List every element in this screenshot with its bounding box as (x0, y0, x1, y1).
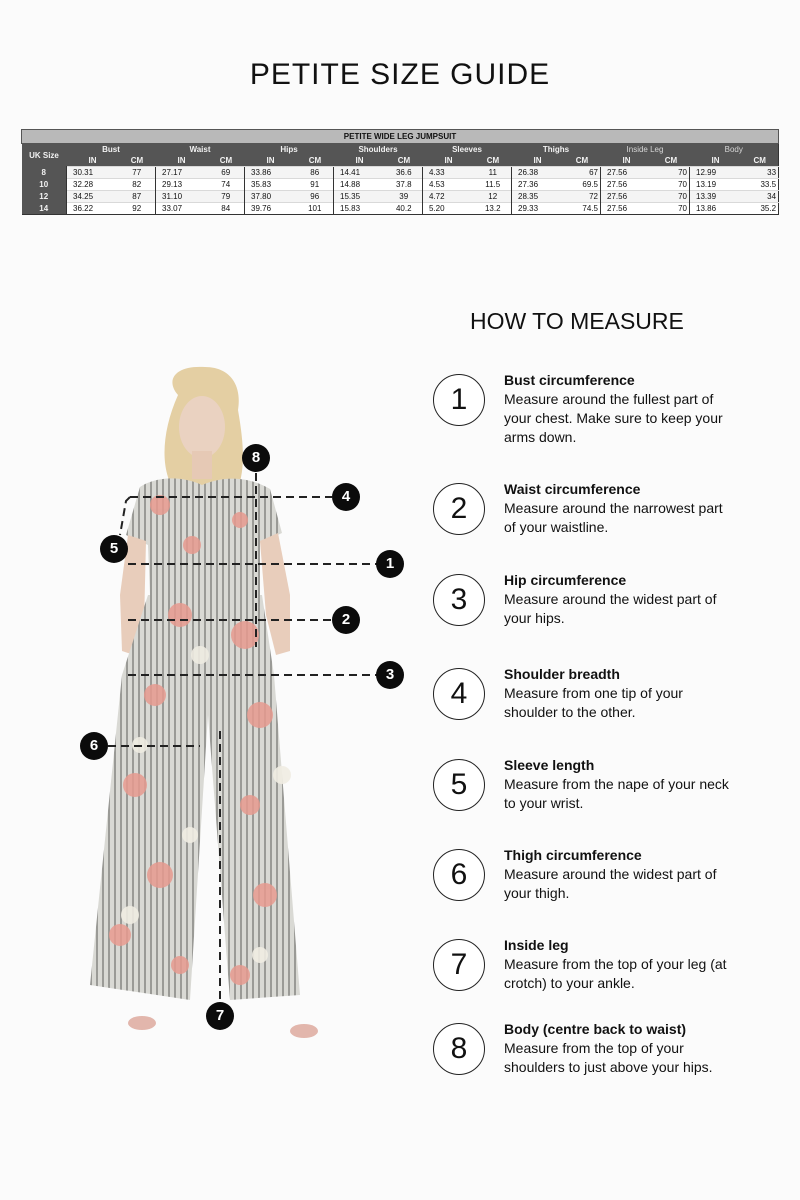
step-number: 5 (433, 759, 485, 811)
table-cell: 39.76 (245, 203, 297, 215)
unit-cm-header: CM (475, 155, 512, 167)
measure-step (433, 372, 793, 452)
table-cell: 14.41 (334, 167, 386, 179)
table-cell: 87 (119, 191, 156, 203)
table-cell: 72 (564, 191, 601, 203)
step-description: Measure around the widest part of your thigh. (504, 866, 717, 901)
column-group-hips: Hips (245, 144, 334, 156)
table-cell: 91 (297, 179, 334, 191)
table-cell: 35.2 (742, 203, 779, 215)
table-cell: 12 (475, 191, 512, 203)
marker-7: 7 (206, 1002, 234, 1030)
step-title: Hip circumference (504, 572, 627, 588)
table-cell: 67 (564, 167, 601, 179)
table-cell: 13.2 (475, 203, 512, 215)
unit-in-header: IN (334, 155, 386, 167)
table-cell: 31.10 (156, 191, 208, 203)
step-description: Measure from the top of your shoulders to just above your hips. (504, 1040, 713, 1075)
table-cell: 39 (386, 191, 423, 203)
table-cell: 36.6 (386, 167, 423, 179)
table-cell: 13.86 (690, 203, 742, 215)
unit-cm-header: CM (742, 155, 779, 167)
table-cell: 5.20 (423, 203, 475, 215)
table-cell: 29.13 (156, 179, 208, 191)
step-title: Thigh circumference (504, 847, 642, 863)
column-group-bust: Bust (67, 144, 156, 156)
table-cell: 70 (653, 167, 690, 179)
table-cell: 26.38 (512, 167, 564, 179)
table-cell: 30.31 (67, 167, 119, 179)
table-cell: 37.80 (245, 191, 297, 203)
table-row (22, 167, 779, 179)
column-group-thighs: Thighs (512, 144, 601, 156)
column-group-shoulders: Shoulders (334, 144, 423, 156)
table-cell: 28.35 (512, 191, 564, 203)
step-title: Waist circumference (504, 481, 641, 497)
measure-step (433, 666, 793, 746)
unit-cm-header: CM (386, 155, 423, 167)
step-description: Measure around the narrowest part of your waistline. (504, 500, 723, 535)
model-figure (60, 355, 420, 1055)
table-cell: 29.33 (512, 203, 564, 215)
step-description: Measure around the fullest part of your chest. Make sure to keep your arms down. (504, 391, 723, 445)
step-description: Measure from the nape of your neck to your wrist. (504, 776, 729, 811)
marker-2: 2 (332, 606, 360, 634)
column-group-sleeves: Sleeves (423, 144, 512, 156)
unit-cm-header: CM (208, 155, 245, 167)
step-description: Measure from the top of your leg (at crotch) to your ankle. (504, 956, 727, 991)
unit-in-header: IN (512, 155, 564, 167)
table-cell: 14.88 (334, 179, 386, 191)
marker-5: 5 (100, 535, 128, 563)
step-description: Measure around the widest part of your hips. (504, 591, 717, 626)
step-number: 8 (433, 1023, 485, 1075)
table-cell: 4.72 (423, 191, 475, 203)
unit-cm-header: CM (297, 155, 334, 167)
marker-8: 8 (242, 444, 270, 472)
size-cell: 14 (22, 203, 67, 215)
step-number: 6 (433, 849, 485, 901)
table-cell: 86 (297, 167, 334, 179)
table-cell: 74.5 (564, 203, 601, 215)
step-title: Sleeve length (504, 757, 595, 773)
table-cell: 32.28 (67, 179, 119, 191)
measure-step (433, 847, 793, 927)
table-row (22, 191, 779, 203)
size-table (21, 129, 779, 215)
page-title: PETITE SIZE GUIDE (249, 58, 551, 91)
unit-cm-header: CM (564, 155, 601, 167)
table-cell: 69.5 (564, 179, 601, 191)
table-cell: 13.39 (690, 191, 742, 203)
how-to-measure-heading: HOW TO MEASURE (470, 308, 684, 334)
size-cell: 8 (22, 167, 67, 179)
table-body (22, 167, 779, 215)
step-description: Measure from one tip of your shoulder to the other. (504, 685, 683, 720)
table-cell: 11 (475, 167, 512, 179)
table-cell: 40.2 (386, 203, 423, 215)
table-row (22, 203, 779, 215)
marker-1: 1 (376, 550, 404, 578)
table-cell: 27.56 (601, 191, 653, 203)
table-cell: 96 (297, 191, 334, 203)
table-cell: 70 (653, 179, 690, 191)
table-cell: 11.5 (475, 179, 512, 191)
unit-in-header: IN (423, 155, 475, 167)
step-title: Bust circumference (504, 372, 635, 388)
unit-header-row (22, 155, 779, 167)
table-cell: 4.33 (423, 167, 475, 179)
table-cell: 69 (208, 167, 245, 179)
table-cell: 33.5 (742, 179, 779, 191)
table-cell: 35.83 (245, 179, 297, 191)
table-caption: PETITE WIDE LEG JUMPSUIT (22, 130, 779, 144)
table-cell: 33 (742, 167, 779, 179)
table-cell: 27.56 (601, 203, 653, 215)
table-cell: 77 (119, 167, 156, 179)
table-cell: 74 (208, 179, 245, 191)
step-title: Body (centre back to waist) (504, 1021, 687, 1037)
size-header: UK Size (22, 144, 67, 167)
table-cell: 15.83 (334, 203, 386, 215)
size-cell: 12 (22, 191, 67, 203)
step-number: 4 (433, 668, 485, 720)
measure-step (433, 937, 793, 1017)
table-cell: 33.07 (156, 203, 208, 215)
step-title: Inside leg (504, 937, 569, 953)
table-cell: 84 (208, 203, 245, 215)
table-cell: 13.19 (690, 179, 742, 191)
table-cell: 27.36 (512, 179, 564, 191)
table-cell: 36.22 (67, 203, 119, 215)
size-cell: 10 (22, 179, 67, 191)
column-group-waist: Waist (156, 144, 245, 156)
column-group-body: Body (690, 144, 779, 156)
model-face (179, 396, 225, 458)
table-cell: 82 (119, 179, 156, 191)
unit-cm-header: CM (653, 155, 690, 167)
step-title: Shoulder breadth (504, 666, 620, 682)
model-top (126, 478, 282, 595)
measure-step (433, 481, 793, 561)
table-cell: 79 (208, 191, 245, 203)
table-cell: 101 (297, 203, 334, 215)
unit-in-header: IN (156, 155, 208, 167)
table-cell: 27.56 (601, 179, 653, 191)
unit-in-header: IN (67, 155, 119, 167)
table-cell: 15.35 (334, 191, 386, 203)
table-cell: 37.8 (386, 179, 423, 191)
unit-in-header: IN (601, 155, 653, 167)
model-illustration (60, 355, 420, 1055)
table-cell: 33.86 (245, 167, 297, 179)
unit-in-header: IN (245, 155, 297, 167)
unit-in-header: IN (690, 155, 742, 167)
unit-cm-header: CM (119, 155, 156, 167)
table-cell: 12.99 (690, 167, 742, 179)
measure-step (433, 572, 793, 652)
measure-step (433, 757, 793, 837)
marker-4: 4 (332, 483, 360, 511)
table-cell: 27.17 (156, 167, 208, 179)
marker-3: 3 (376, 661, 404, 689)
table-cell: 92 (119, 203, 156, 215)
table-cell: 70 (653, 203, 690, 215)
step-number: 3 (433, 574, 485, 626)
step-number: 1 (433, 374, 485, 426)
table-cell: 70 (653, 191, 690, 203)
step-number: 7 (433, 939, 485, 991)
measure-step (433, 1021, 793, 1101)
table-cell: 34.25 (67, 191, 119, 203)
step-number: 2 (433, 483, 485, 535)
table-cell: 4.53 (423, 179, 475, 191)
table-cell: 27.56 (601, 167, 653, 179)
table-cell: 34 (742, 191, 779, 203)
column-group-inside-leg: Inside Leg (601, 144, 690, 156)
table-row (22, 179, 779, 191)
marker-6: 6 (80, 732, 108, 760)
